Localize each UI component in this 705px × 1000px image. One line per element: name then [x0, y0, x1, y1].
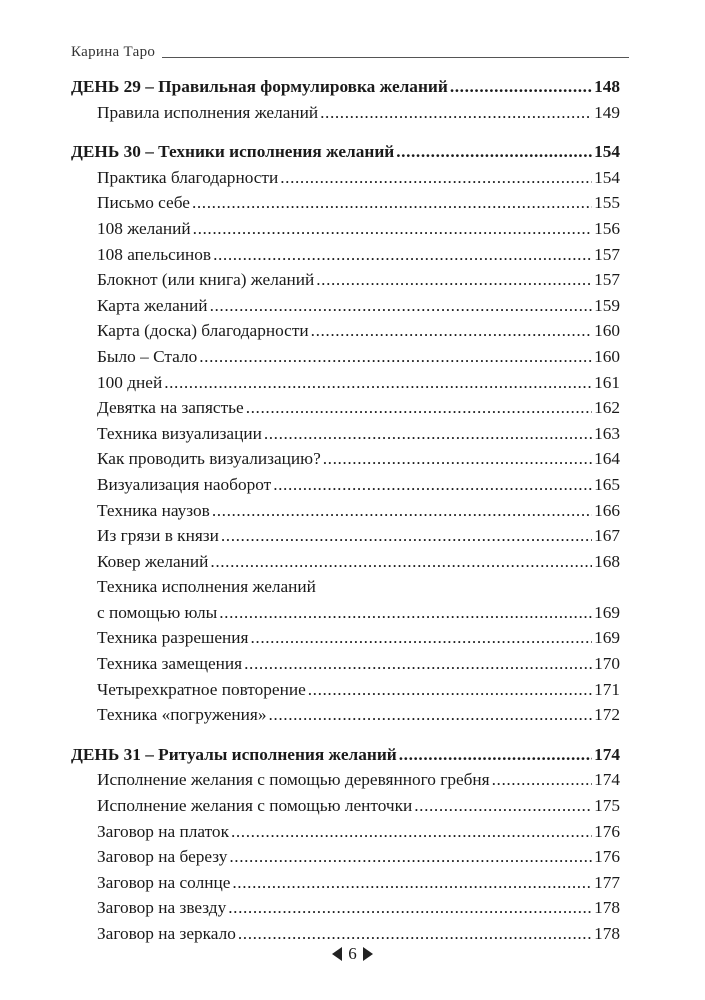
dot-leader	[250, 625, 592, 651]
entry-title: Заговор на солнце	[97, 872, 231, 892]
toc-entry[interactable]	[71, 267, 620, 293]
entry-page-number: 160	[594, 346, 620, 366]
toc-entry[interactable]	[71, 498, 620, 524]
dot-leader	[192, 190, 592, 216]
toc-entry[interactable]	[71, 370, 620, 396]
entry-title: Техника визуализации	[97, 423, 262, 443]
dot-leader	[316, 267, 592, 293]
entry-title-continuation: с помощью юлы	[97, 602, 218, 622]
entry-title: Техника наузов	[97, 500, 210, 520]
entry-page-number: 171	[594, 679, 620, 699]
toc-entry[interactable]	[71, 702, 620, 728]
toc-chapter-entry[interactable]	[71, 139, 620, 165]
entry-title: Карта желаний	[97, 295, 208, 315]
toc-entry[interactable]	[71, 446, 620, 472]
entry-page-number: 159	[594, 295, 620, 315]
toc-entry[interactable]	[71, 895, 620, 921]
entry-title: Техника исполнения желаний	[97, 577, 316, 597]
dot-leader	[246, 395, 592, 421]
entry-title: Письмо себе	[97, 193, 190, 213]
toc-entry[interactable]	[71, 549, 620, 575]
entry-page-number: 155	[594, 193, 620, 213]
entry-title: Исполнение желания с помощью ленточки	[97, 796, 413, 816]
entry-page-number: 176	[594, 821, 620, 841]
header-rule	[162, 57, 629, 58]
entry-page-number: 177	[594, 872, 620, 892]
entry-page-number: 156	[594, 218, 620, 238]
dot-leader	[414, 793, 592, 819]
entry-title: Как проводить визуализацию?	[97, 449, 321, 469]
toc-entry[interactable]	[71, 318, 620, 344]
toc-chapter-entry[interactable]	[71, 742, 620, 768]
dot-leader	[311, 318, 592, 344]
toc-entry[interactable]	[71, 216, 620, 242]
dot-leader	[450, 74, 592, 100]
dot-leader	[323, 446, 592, 472]
entry-page-number: 165	[594, 474, 620, 494]
toc-entry[interactable]	[71, 677, 620, 703]
entry-title: Исполнение желания с помощью деревянного гребня	[97, 770, 490, 790]
entry-page-number: 162	[594, 398, 620, 418]
entry-page-number: 170	[594, 654, 620, 674]
entry-page-number: 172	[594, 705, 620, 725]
entry-title: Заговор на звезду	[97, 898, 227, 918]
entry-title: 108 желаний	[97, 218, 191, 238]
chapter-page-number: 154	[594, 142, 620, 162]
entry-title: Правила исполнения желаний	[97, 102, 319, 122]
chapter-title: ДЕНЬ 30 – Техники исполнения желаний	[71, 142, 395, 162]
entry-page-number: 178	[594, 924, 620, 943]
chapter-page-number: 148	[594, 77, 620, 96]
dot-leader	[280, 165, 592, 191]
entry-page-number: 167	[594, 526, 620, 546]
entry-page-number: 178	[594, 898, 620, 918]
toc-entry[interactable]	[71, 767, 620, 793]
chapter-title: ДЕНЬ 29 – Правильная формулировка желаний	[71, 77, 448, 96]
dot-leader	[212, 498, 592, 524]
entry-title: Ковер желаний	[97, 551, 209, 571]
toc-entry[interactable]	[71, 242, 620, 268]
entry-title: Визуализация наоборот	[97, 474, 272, 494]
entry-page-number: 169	[594, 602, 620, 622]
toc-entry[interactable]	[71, 870, 620, 896]
toc-entry[interactable]	[71, 165, 620, 191]
entry-title: 108 апельсинов	[97, 244, 212, 264]
entry-title: Заговор на платок	[97, 821, 229, 841]
toc-section	[71, 139, 620, 728]
toc-entry[interactable]	[71, 100, 620, 126]
toc-entry[interactable]	[71, 395, 620, 421]
dot-leader	[308, 677, 592, 703]
dot-leader	[213, 242, 592, 268]
dot-leader	[232, 870, 592, 896]
entry-page-number: 157	[594, 270, 620, 290]
toc-chapter-entry[interactable]	[71, 74, 620, 100]
entry-title: Заговор на зеркало	[97, 924, 236, 943]
toc-entry-continuation[interactable]	[71, 600, 620, 626]
dot-leader	[221, 523, 592, 549]
entry-page-number: 164	[594, 449, 620, 469]
page-footer	[0, 944, 705, 964]
triangle-right-icon	[363, 947, 373, 961]
toc-entry[interactable]	[71, 344, 620, 370]
toc-entry[interactable]	[71, 819, 620, 845]
entry-page-number: 166	[594, 500, 620, 520]
dot-leader	[199, 344, 592, 370]
entry-page-number: 149	[594, 102, 620, 122]
toc-entry[interactable]	[71, 574, 620, 600]
toc-entry[interactable]	[71, 793, 620, 819]
entry-page-number: 169	[594, 628, 620, 648]
entry-title: Практика благодарности	[97, 167, 279, 187]
toc-entry[interactable]	[71, 190, 620, 216]
entry-page-number: 154	[594, 167, 620, 187]
dot-leader	[164, 370, 592, 396]
dot-leader	[219, 600, 592, 626]
entry-title: Из грязи в князи	[97, 526, 219, 546]
dot-leader	[399, 742, 592, 768]
entry-page-number: 161	[594, 372, 620, 392]
toc-entry[interactable]	[71, 921, 620, 947]
chapter-page-number: 174	[594, 744, 620, 764]
dot-leader	[231, 819, 592, 845]
toc-entry[interactable]	[71, 523, 620, 549]
chapter-title: ДЕНЬ 31 – Ритуалы исполнения желаний	[71, 744, 397, 764]
toc-entry[interactable]	[71, 844, 620, 870]
dot-leader	[320, 100, 592, 126]
entry-title: Техника замещения	[97, 654, 243, 674]
dot-leader	[396, 139, 592, 165]
entry-page-number: 174	[594, 770, 620, 790]
entry-title: Четырехкратное повторение	[97, 679, 306, 699]
dot-leader	[193, 216, 592, 242]
toc-entry[interactable]	[71, 472, 620, 498]
entry-page-number: 157	[594, 244, 620, 264]
entry-title: Заговор на березу	[97, 847, 228, 867]
entry-title: Техника «погружения»	[97, 705, 267, 725]
dot-leader	[228, 895, 592, 921]
toc-section	[71, 742, 620, 947]
dot-leader	[492, 767, 592, 793]
dot-leader	[210, 549, 592, 575]
dot-leader	[244, 651, 592, 677]
entry-page-number: 168	[594, 551, 620, 571]
entry-page-number: 163	[594, 423, 620, 443]
dot-leader	[238, 921, 592, 947]
entry-page-number: 175	[594, 796, 620, 816]
toc-entry[interactable]	[71, 651, 620, 677]
dot-leader	[264, 421, 592, 447]
running-head: Карина Таро	[71, 44, 156, 60]
entry-title: Техника разрешения	[97, 628, 249, 648]
dot-leader	[273, 472, 592, 498]
toc-entry[interactable]	[71, 625, 620, 651]
entry-title: Девятка на запястье	[97, 398, 244, 418]
entry-title: Было – Стало	[97, 346, 198, 366]
entry-page-number: 176	[594, 847, 620, 867]
entry-title: 100 дней	[97, 372, 163, 392]
toc-section	[71, 74, 620, 125]
toc-entry[interactable]	[71, 421, 620, 447]
entry-title: Карта (доска) благодарности	[97, 321, 309, 341]
page-number: 6	[348, 944, 357, 963]
entry-title: Блокнот (или книга) желаний	[97, 270, 315, 290]
dot-leader	[210, 293, 593, 319]
triangle-left-icon	[332, 947, 342, 961]
entry-page-number: 160	[594, 321, 620, 341]
dot-leader	[269, 702, 593, 728]
table-of-contents	[71, 74, 620, 961]
toc-entry[interactable]	[71, 293, 620, 319]
dot-leader	[229, 844, 592, 870]
